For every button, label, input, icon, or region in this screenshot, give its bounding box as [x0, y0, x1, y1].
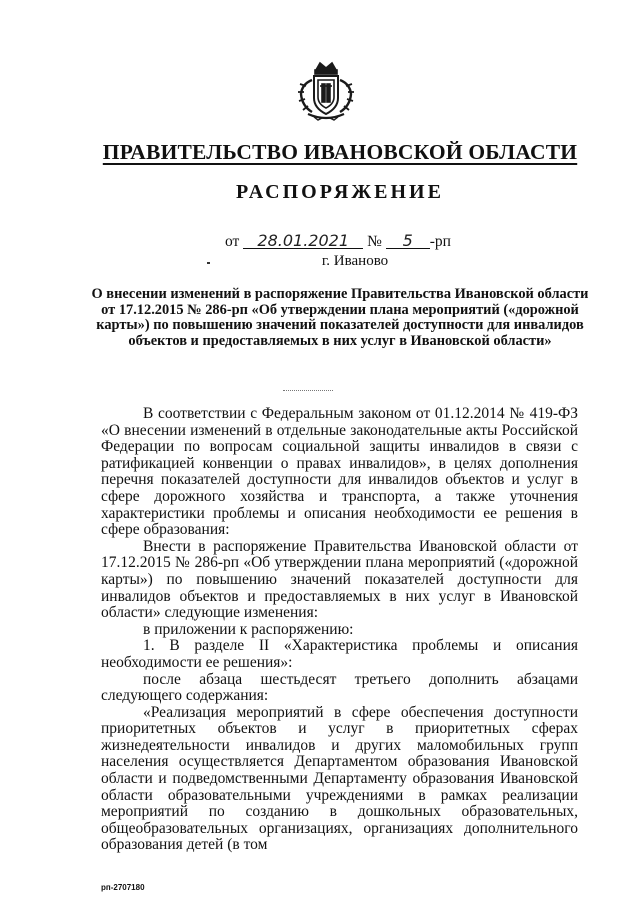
- body-paragraph: Внести в распоряжение Правительства Ивановской области от 17.12.2015 № 286-рп «Об утверждении плана мероприятий («дорожной карты») по повышению значений показателей доступности для инвалидов объектов и предоставляемых в них услуг в Ивановской области» следующие изменения:: [101, 537, 578, 622]
- date-prefix: от: [225, 233, 240, 250]
- handwritten-date: 28.01.2021: [243, 233, 363, 249]
- stray-dotted-mark: [283, 390, 333, 393]
- body-paragraph: В соответствии с Федеральным законом от 01.12.2014 № 419-ФЗ «О внесении изменений в отдельные законодательные акты Российской Федерации по вопросам социальной защиты инвалидов в связи с ратификацией конвенции о правах инвалидов», в целях дополнения перечня показателей доступности для инвалидов объектов и услуг в сфере дорожного хозяйства и транспорта, а также уточнения характеристики проблемы и описания необходимости ее решения в сфере образования:: [101, 405, 578, 539]
- document-body: [101, 406, 578, 854]
- date-number-line: [225, 233, 451, 251]
- city-line: [60, 253, 620, 270]
- number-sign: №: [367, 233, 382, 250]
- document-heading: О внесении изменений в распоряжение Правительства Ивановской области от 17.12.2015 № 286-рп «Об утверждении плана мероприятий («дорожной карты») по повышению значений показателей доступности для инвалидов объектов и предоставляемых в них услуг в Ивановской области»: [91, 286, 589, 349]
- government-title: ПРАВИТЕЛЬСТВО ИВАНОВСКОЙ ОБЛАСТИ: [102, 140, 578, 164]
- coat-of-arms-emblem-icon: [294, 60, 358, 122]
- document-type: РАСПОРЯЖЕНИЕ: [236, 181, 444, 203]
- handwritten-number: 5: [386, 233, 430, 249]
- body-paragraph: в приложении к распоряжению:: [143, 620, 354, 638]
- city-name: г. Иваново: [321, 253, 389, 269]
- body-paragraph: «Реализация мероприятий в сфере обеспечения доступности приоритетных объектов и услуг в приоритетных сферах жизнедеятельности инвалидов и других маломобильных групп населения осуществляется Департаментом образования Ивановской области и подведомственными Департаменту образования Ивановской области образовательными учреждениями в рамках реализации мероприятий по созданию в дошкольных образовательных, общеобразовательных организациях, организациях дополнительного образования детей (в том: [101, 703, 578, 854]
- number-suffix: -рп: [429, 233, 451, 250]
- footer-document-code: рп-2707180: [101, 883, 145, 892]
- body-paragraph: 1. В разделе II «Характеристика проблемы и описания необходимости ее решения»:: [101, 637, 578, 671]
- body-paragraph: после абзаца шестьдесят третьего дополнить абзацами следующего содержания:: [101, 670, 578, 705]
